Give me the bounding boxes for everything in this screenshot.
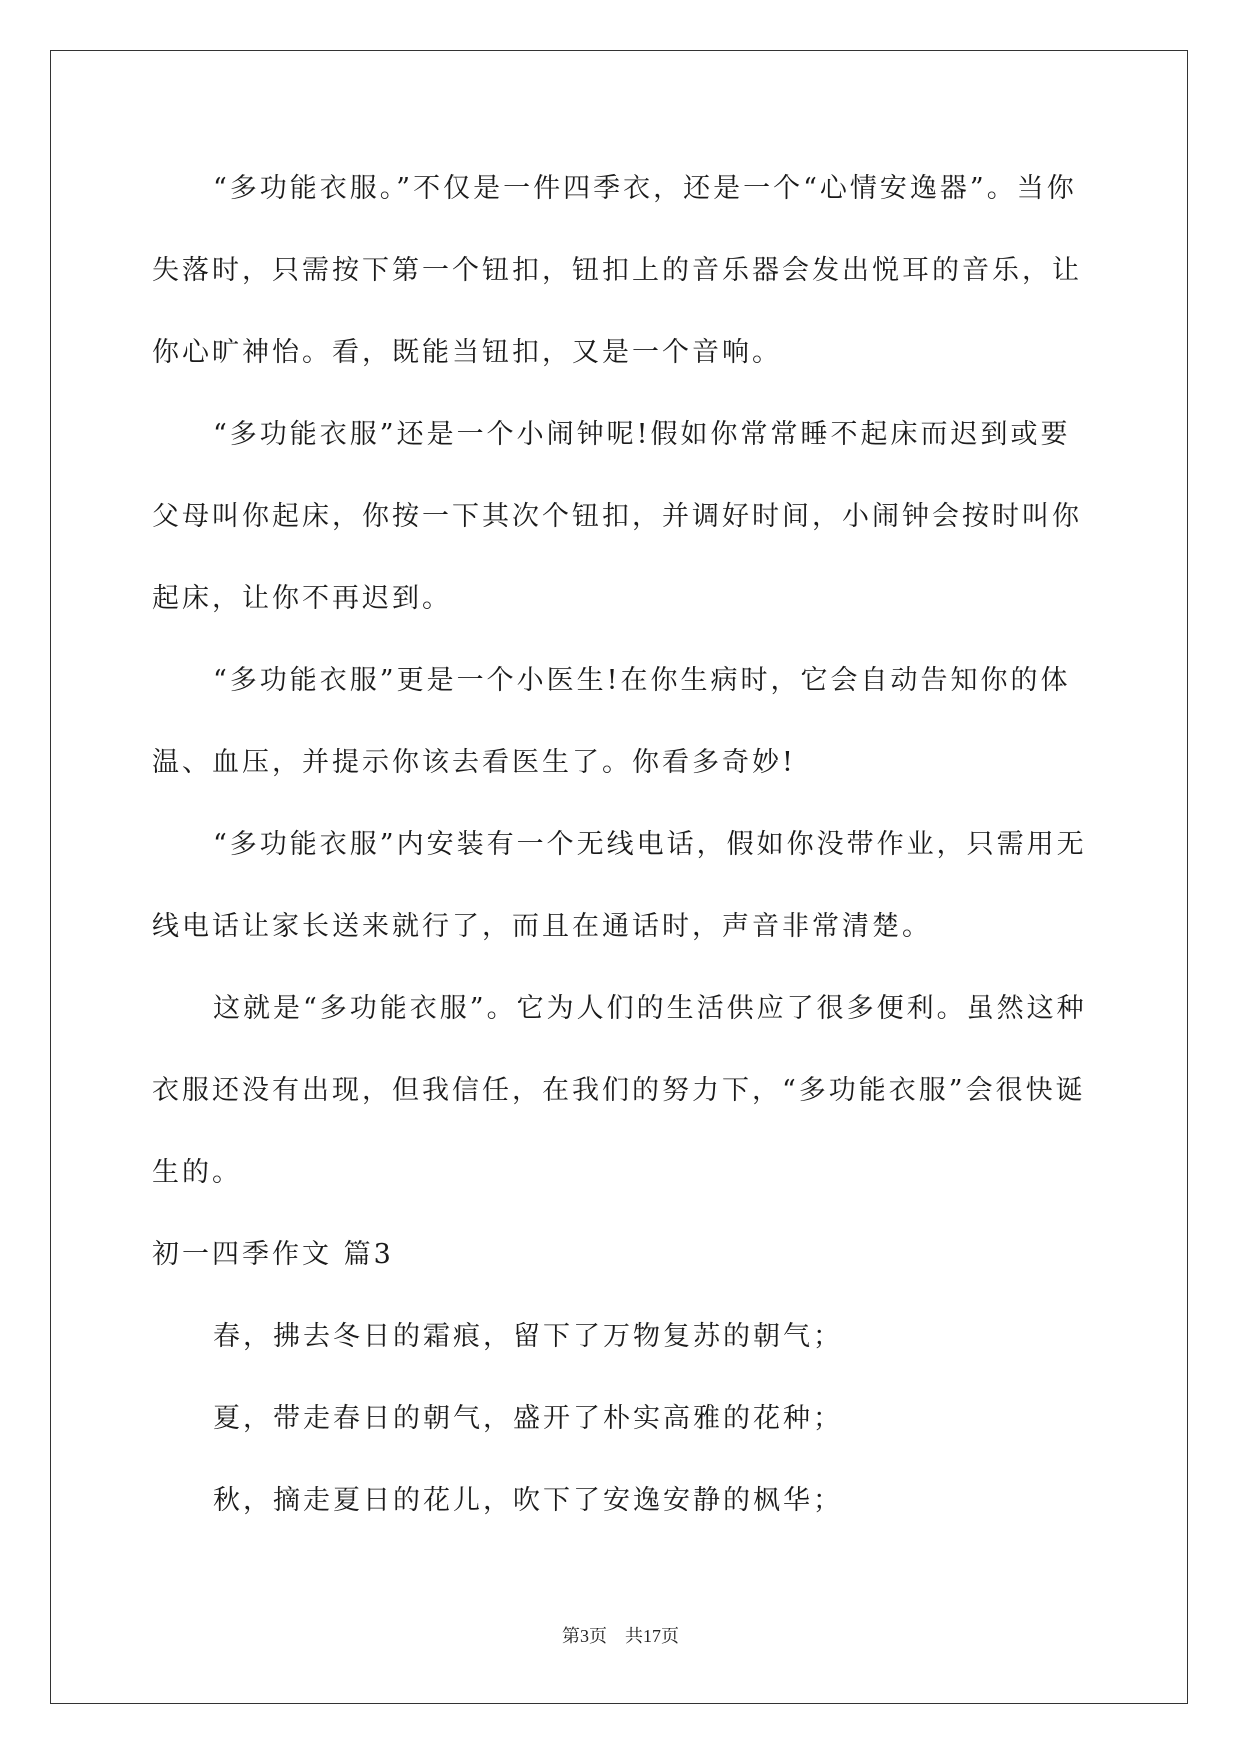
- poem-line-autumn: 秋，摘走夏日的花儿，吹下了安逸安静的枫华；: [213, 1485, 843, 1516]
- poem-line-spring: 春，拂去冬日的霜痕，留下了万物复苏的朝气；: [213, 1321, 843, 1352]
- document-body: [152, 148, 1092, 1542]
- paragraph-5: 这就是“多功能衣服”。它为人们的生活供应了很多便利。虽然这种衣服还没有出现，但我信任，在我们的努力下，“多功能衣服”会很快诞生的。: [152, 993, 1087, 1188]
- section-heading: 初一四季作文 篇3: [152, 1239, 394, 1270]
- paragraph-4: “多功能衣服”内安装有一个无线电话，假如你没带作业，只需用无线电话让家长送来就行了，而且在通话时，声音非常清楚。: [152, 829, 1087, 942]
- paragraph-3: “多功能衣服”更是一个小医生!在你生病时，它会自动告知你的体温、血压，并提示你该去看医生了。你看多奇妙!: [152, 665, 1071, 778]
- poem-line-summer: 夏，带走春日的朝气，盛开了朴实高雅的花种；: [213, 1403, 843, 1434]
- paragraph-2: “多功能衣服”还是一个小闹钟呢!假如你常常睡不起床而迟到或要父母叫你起床，你按一下其次个钮扣，并调好时间，小闹钟会按时叫你起床，让你不再迟到。: [152, 419, 1082, 614]
- paragraph-1: “多功能衣服。”不仅是一件四季衣，还是一个“心情安逸器”。当你失落时，只需按下第一个钮扣，钮扣上的音乐器会发出悦耳的音乐，让你心旷神怡。看，既能当钮扣，又是一个音响。: [152, 173, 1082, 368]
- page-number-footer: 第3页 共17页: [562, 1626, 679, 1646]
